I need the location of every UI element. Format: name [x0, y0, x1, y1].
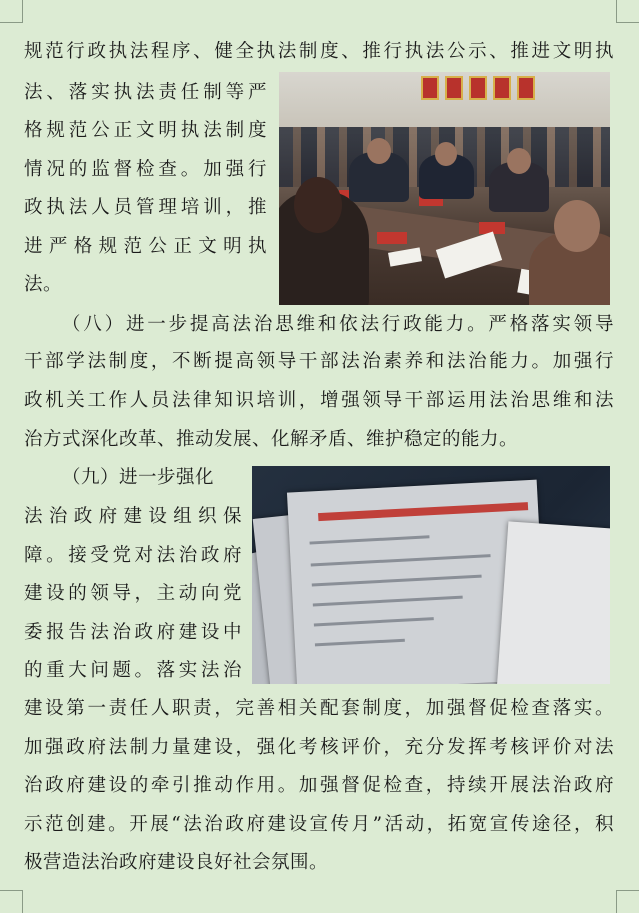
corner-mark-top-left	[0, 0, 23, 23]
text-line: 法、落实执法责任制等严	[24, 82, 267, 103]
text-line: 障。接受党对法治政府	[24, 545, 242, 566]
text-line: 法治政府建设组织保	[24, 506, 242, 527]
text-line: 进严格规范公正文明执	[24, 236, 267, 257]
text-line: 干部学法制度，不断提高领导干部法治素养和法治能力。加强行	[24, 351, 614, 372]
text-line: 政执法人员管理培训，推	[24, 197, 267, 218]
corner-mark-bottom-right	[616, 890, 639, 913]
text-line: 建设第一责任人职责，完善相关配套制度，加强督促检查落实。	[24, 698, 614, 719]
text-line: 法。	[24, 274, 63, 295]
corner-mark-top-right	[616, 0, 639, 23]
text-line: 的重大问题。落实法治	[24, 660, 242, 681]
section-eight-heading-line: （八）进一步提高法治思维和依法行政能力。严格落实领导	[62, 314, 614, 335]
text-line: 政机关工作人员法律知识培训，增强领导干部运用法治思维和法	[24, 390, 614, 411]
text-line: 示范创建。开展“法治政府建设宣传月”活动，拓宽宣传途径，积	[24, 814, 614, 835]
text-line: 治方式深化改革、推动发展、化解矛盾、维护稳定的能力。	[24, 429, 519, 450]
text-line: 建设的领导，主动向党	[24, 583, 242, 604]
text-line: 治政府建设的牵引推动作用。加强督促检查，持续开展法治政府	[24, 775, 614, 796]
text-line: 情况的监督检查。加强行	[24, 159, 267, 180]
text-line: 委报告法治政府建设中	[24, 622, 242, 643]
text-line: 格规范公正文明执法制度	[24, 120, 267, 141]
corner-mark-bottom-left	[0, 890, 23, 913]
text-line: 极营造法治政府建设良好社会氛围。	[24, 852, 329, 873]
text-line: 加强政府法制力量建设，强化考核评价，充分发挥考核评价对法	[24, 737, 614, 758]
documents-photo	[252, 466, 610, 684]
section-nine-heading-line: （九）进一步强化	[62, 467, 215, 488]
meeting-photo	[279, 72, 610, 305]
text-line: 规范行政执法程序、健全执法制度、推行执法公示、推进文明执	[24, 41, 614, 62]
